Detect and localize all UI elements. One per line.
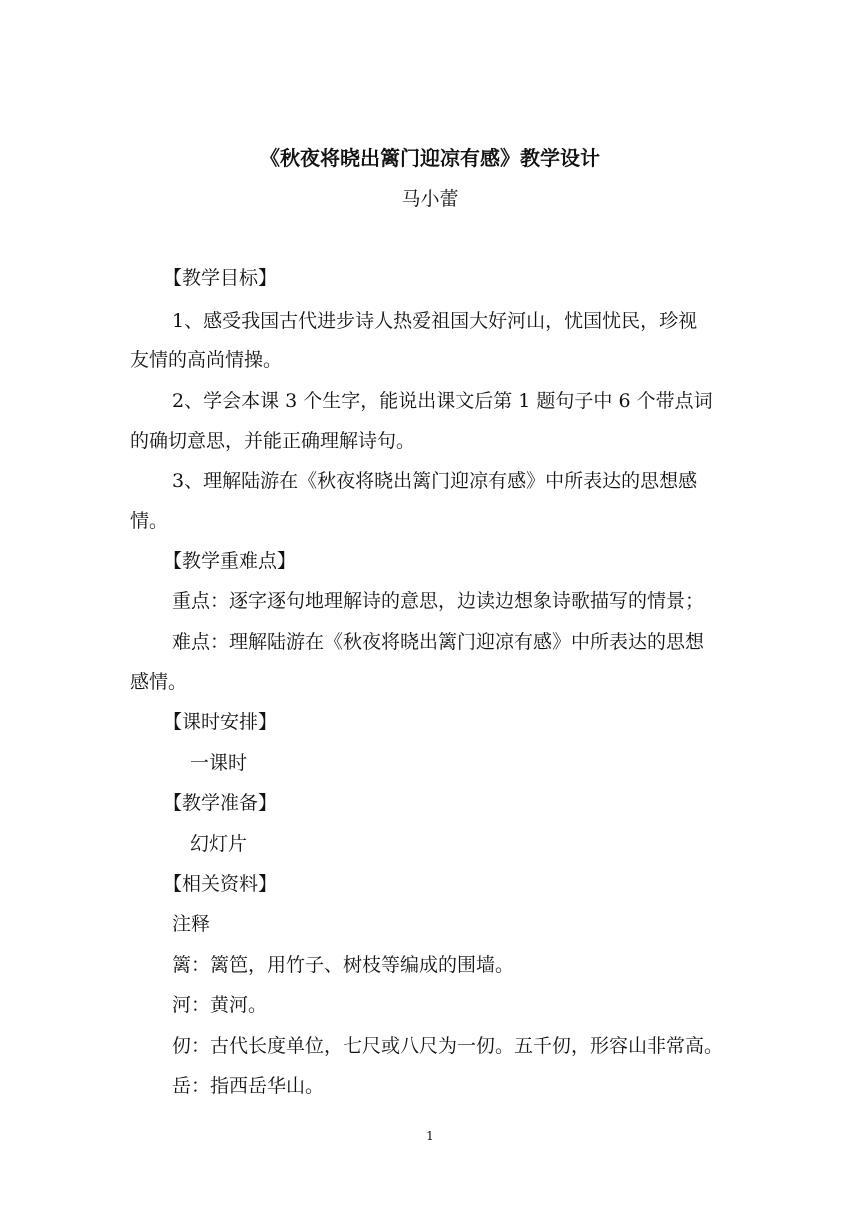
objective-3-line-2: 情。 bbox=[130, 510, 169, 532]
notes-label: 注释 bbox=[172, 913, 211, 935]
key-point-line: 重点：逐字逐句地理解诗的意思，边读边想象诗歌描写的情景； bbox=[172, 590, 705, 612]
heading-key-difficult-points: 【教学重难点】 bbox=[163, 550, 297, 572]
objective-2-line-2: 的确切意思，并能正确理解诗句。 bbox=[130, 430, 416, 452]
objective-3-line-1: 3、理解陆游在《秋夜将晓出篱门迎凉有感》中所表达的思想感 bbox=[172, 470, 698, 492]
document-author: 马小蕾 bbox=[401, 188, 459, 210]
class-schedule-value: 一课时 bbox=[190, 752, 248, 774]
objective-1-line-2: 友情的高尚情操。 bbox=[130, 349, 283, 371]
note-yue: 岳：指西岳华山。 bbox=[172, 1075, 325, 1097]
difficult-point-line-2: 感情。 bbox=[130, 671, 188, 693]
teaching-preparation-value: 幻灯片 bbox=[190, 833, 248, 855]
note-li: 篱：篱笆，用竹子、树枝等编成的围墙。 bbox=[172, 954, 515, 976]
objective-1-line-1: 1、感受我国古代进步诗人热爱祖国大好河山，忧国忧民，珍视 bbox=[172, 310, 698, 332]
heading-teaching-preparation: 【教学准备】 bbox=[163, 792, 278, 814]
heading-teaching-objectives: 【教学目标】 bbox=[163, 267, 278, 289]
heading-class-schedule: 【课时安排】 bbox=[163, 711, 278, 733]
objective-2-line-1: 2、学会本课 3 个生字，能说出课文后第 1 题句子中 6 个带点词 bbox=[172, 390, 713, 412]
difficult-point-line-1: 难点：理解陆游在《秋夜将晓出篱门迎凉有感》中所表达的思想 bbox=[172, 631, 705, 653]
page-number: 1 bbox=[426, 1129, 434, 1143]
heading-related-materials: 【相关资料】 bbox=[163, 873, 278, 895]
document-title: 《秋夜将晓出篱门迎凉有感》教学设计 bbox=[260, 146, 600, 170]
note-he: 河：黄河。 bbox=[172, 994, 268, 1016]
note-ren: 仞：古代长度单位，七尺或八尺为一仞。五千仞，形容山非常高。 bbox=[172, 1035, 724, 1057]
